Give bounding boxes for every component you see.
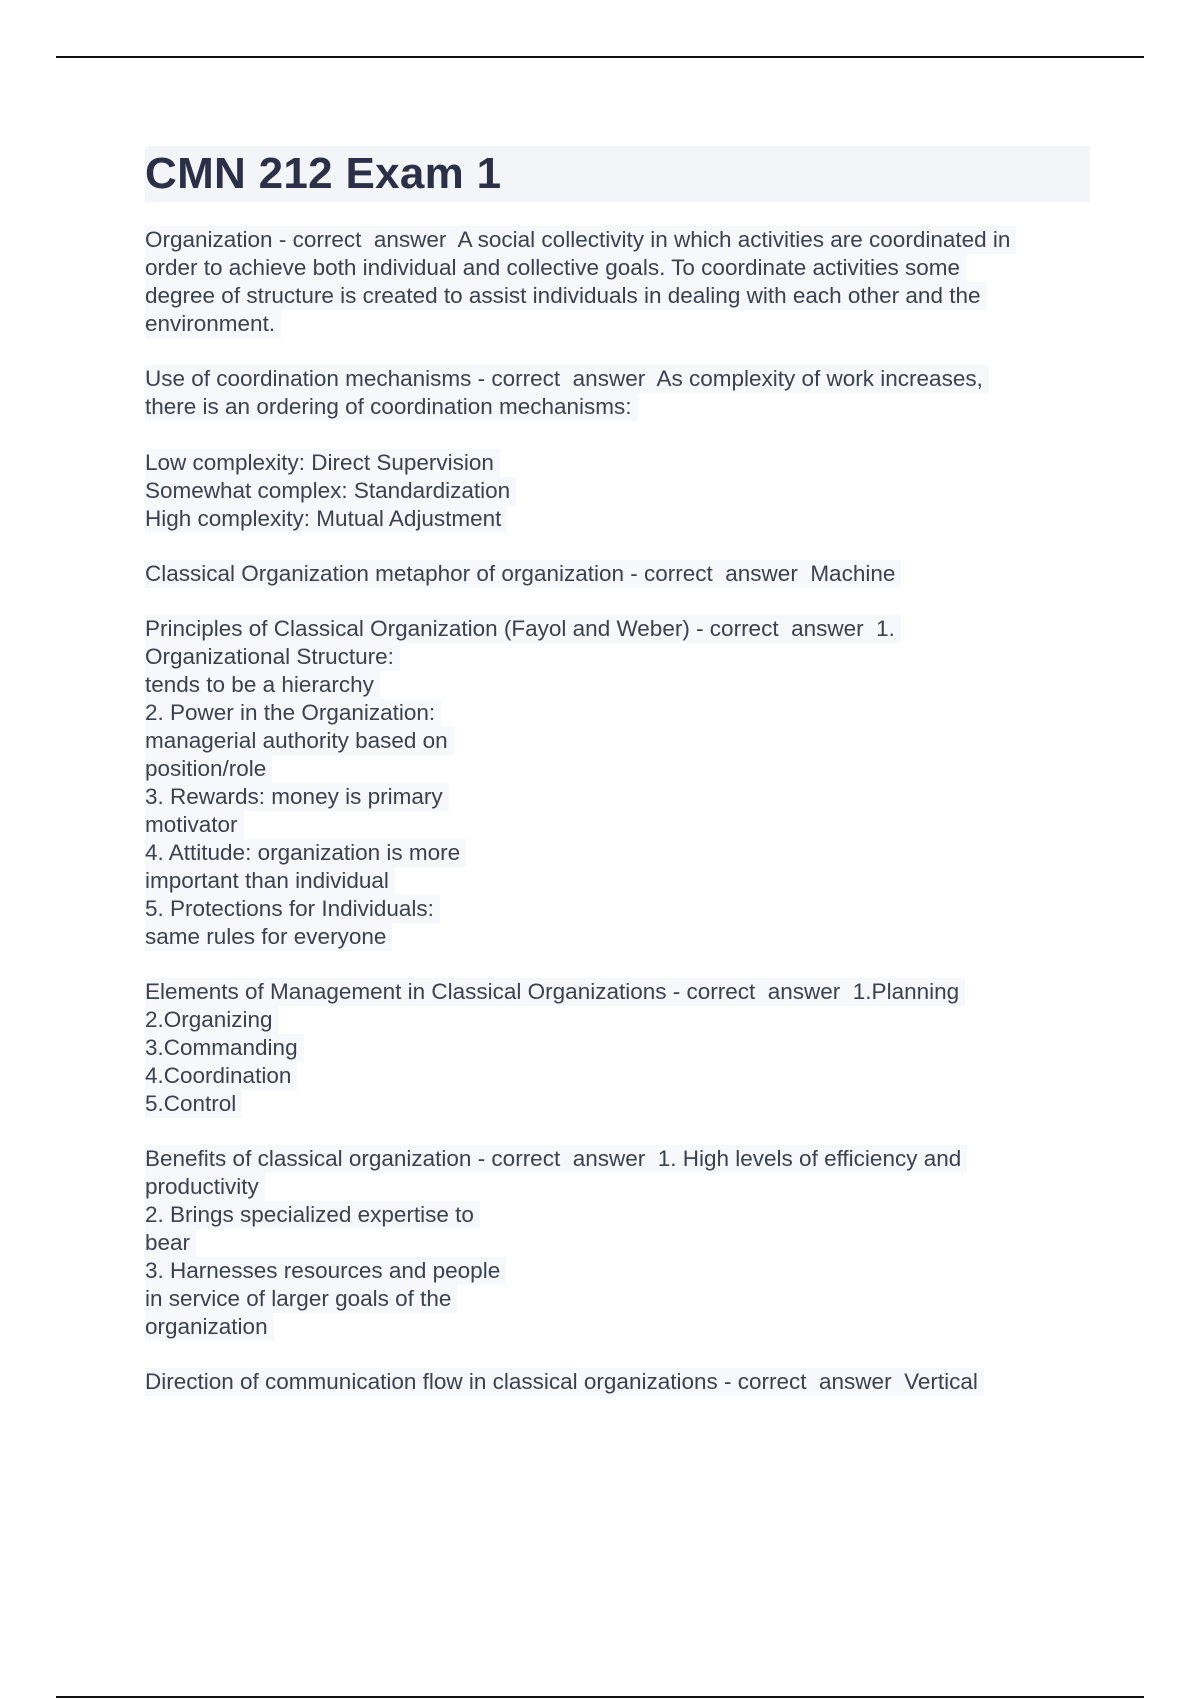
flashcard-first-line [145, 365, 989, 393]
flashcard-question: Principles of Classical Organization (Fayol and Weber) [145, 616, 690, 641]
flashcard-answer: 1. High levels of efficiency and [657, 1146, 962, 1171]
flashcard-question: Classical Organization metaphor of organization [145, 561, 625, 586]
flashcard [145, 560, 1090, 588]
flashcard-answer-line: tends to be a hierarchy [145, 671, 380, 699]
flashcard-answer: 1. [876, 616, 895, 641]
flashcard-first-line [145, 615, 901, 643]
flashcard-question: Direction of communication flow in classical organizations [145, 1369, 718, 1394]
flashcard-answer-line: productivity [145, 1173, 265, 1201]
flashcard-answer-line: position/role [145, 755, 272, 783]
flashcard-answer-line: 4.Coordination [145, 1062, 297, 1090]
flashcard [145, 365, 1090, 533]
flashcard-first-line [145, 1145, 967, 1173]
flashcard-answer: Vertical [904, 1369, 978, 1394]
page-title: CMN 212 Exam 1 [145, 149, 502, 198]
title-band [145, 146, 1090, 202]
flashcard-answer-line: motivator [145, 811, 244, 839]
correct-answer-marker: - correct answer [624, 561, 811, 586]
flashcard-answer-line: 3. Rewards: money is primary [145, 783, 449, 811]
top-rule [56, 56, 1144, 58]
flashcard-answer-line [145, 421, 157, 449]
flashcard [145, 978, 1090, 1118]
flashcard-answer-line: Organizational Structure: [145, 643, 400, 671]
flashcard-answer-line: 5.Control [145, 1090, 242, 1118]
flashcard-answer-line: 2.Organizing [145, 1006, 279, 1034]
flashcard-first-line [145, 560, 901, 588]
flashcard-answer-line: 3. Harnesses resources and people [145, 1257, 506, 1285]
flashcard-question: Use of coordination mechanisms [145, 366, 472, 391]
flashcard-first-line [145, 1368, 984, 1396]
flashcard-answer-line: there is an ordering of coordination mechanisms: [145, 393, 638, 421]
document-body [145, 146, 1090, 1423]
flashcard-answer-line: important than individual [145, 867, 395, 895]
flashcard-answer-line: in service of larger goals of the [145, 1285, 457, 1313]
flashcard-list [145, 226, 1090, 1396]
flashcard-answer-line: Somewhat complex: Standardization [145, 477, 516, 505]
correct-answer-marker: - correct answer [471, 366, 657, 391]
flashcard [145, 226, 1090, 338]
flashcard-answer-line: environment. [145, 310, 281, 338]
flashcard-answer-line: organization [145, 1313, 274, 1341]
flashcard-question: Organization [145, 227, 273, 252]
flashcard-answer-line: 5. Protections for Individuals: [145, 895, 440, 923]
correct-answer-marker: - correct answer [689, 616, 877, 641]
flashcard-answer-line: 2. Brings specialized expertise to [145, 1201, 480, 1229]
flashcard-answer: As complexity of work increases, [656, 366, 983, 391]
flashcard-answer-line: 4. Attitude: organization is more [145, 839, 466, 867]
flashcard-answer: Machine [810, 561, 896, 586]
flashcard [145, 1368, 1090, 1396]
flashcard-first-line [145, 978, 965, 1006]
correct-answer-marker: - correct answer [666, 979, 853, 1004]
correct-answer-marker: - correct answer [272, 227, 458, 252]
flashcard-answer-line: order to achieve both individual and collective goals. To coordinate activities some [145, 254, 966, 282]
flashcard-answer-line: 2. Power in the Organization: [145, 699, 441, 727]
correct-answer-marker: - correct answer [717, 1369, 905, 1394]
flashcard-answer-line: degree of structure is created to assist individuals in dealing with each other and the [145, 282, 987, 310]
flashcard-first-line [145, 226, 1016, 254]
bottom-rule [56, 1696, 1144, 1698]
flashcard-answer-line: bear [145, 1229, 196, 1257]
flashcard-answer: 1.Planning [852, 979, 960, 1004]
flashcard-answer: A social collectivity in which activities are coordinated in [457, 227, 1011, 252]
flashcard [145, 1145, 1090, 1341]
flashcard-answer-line: same rules for everyone [145, 923, 392, 951]
flashcard-question: Benefits of classical organization [145, 1146, 472, 1171]
flashcard-answer-line: managerial authority based on [145, 727, 454, 755]
correct-answer-marker: - correct answer [471, 1146, 658, 1171]
flashcard-question: Elements of Management in Classical Organizations [145, 979, 667, 1004]
flashcard-answer-line: 3.Commanding [145, 1034, 304, 1062]
flashcard-answer-line: Low complexity: Direct Supervision [145, 449, 500, 477]
flashcard-answer-line: High complexity: Mutual Adjustment [145, 505, 507, 533]
flashcard [145, 615, 1090, 951]
